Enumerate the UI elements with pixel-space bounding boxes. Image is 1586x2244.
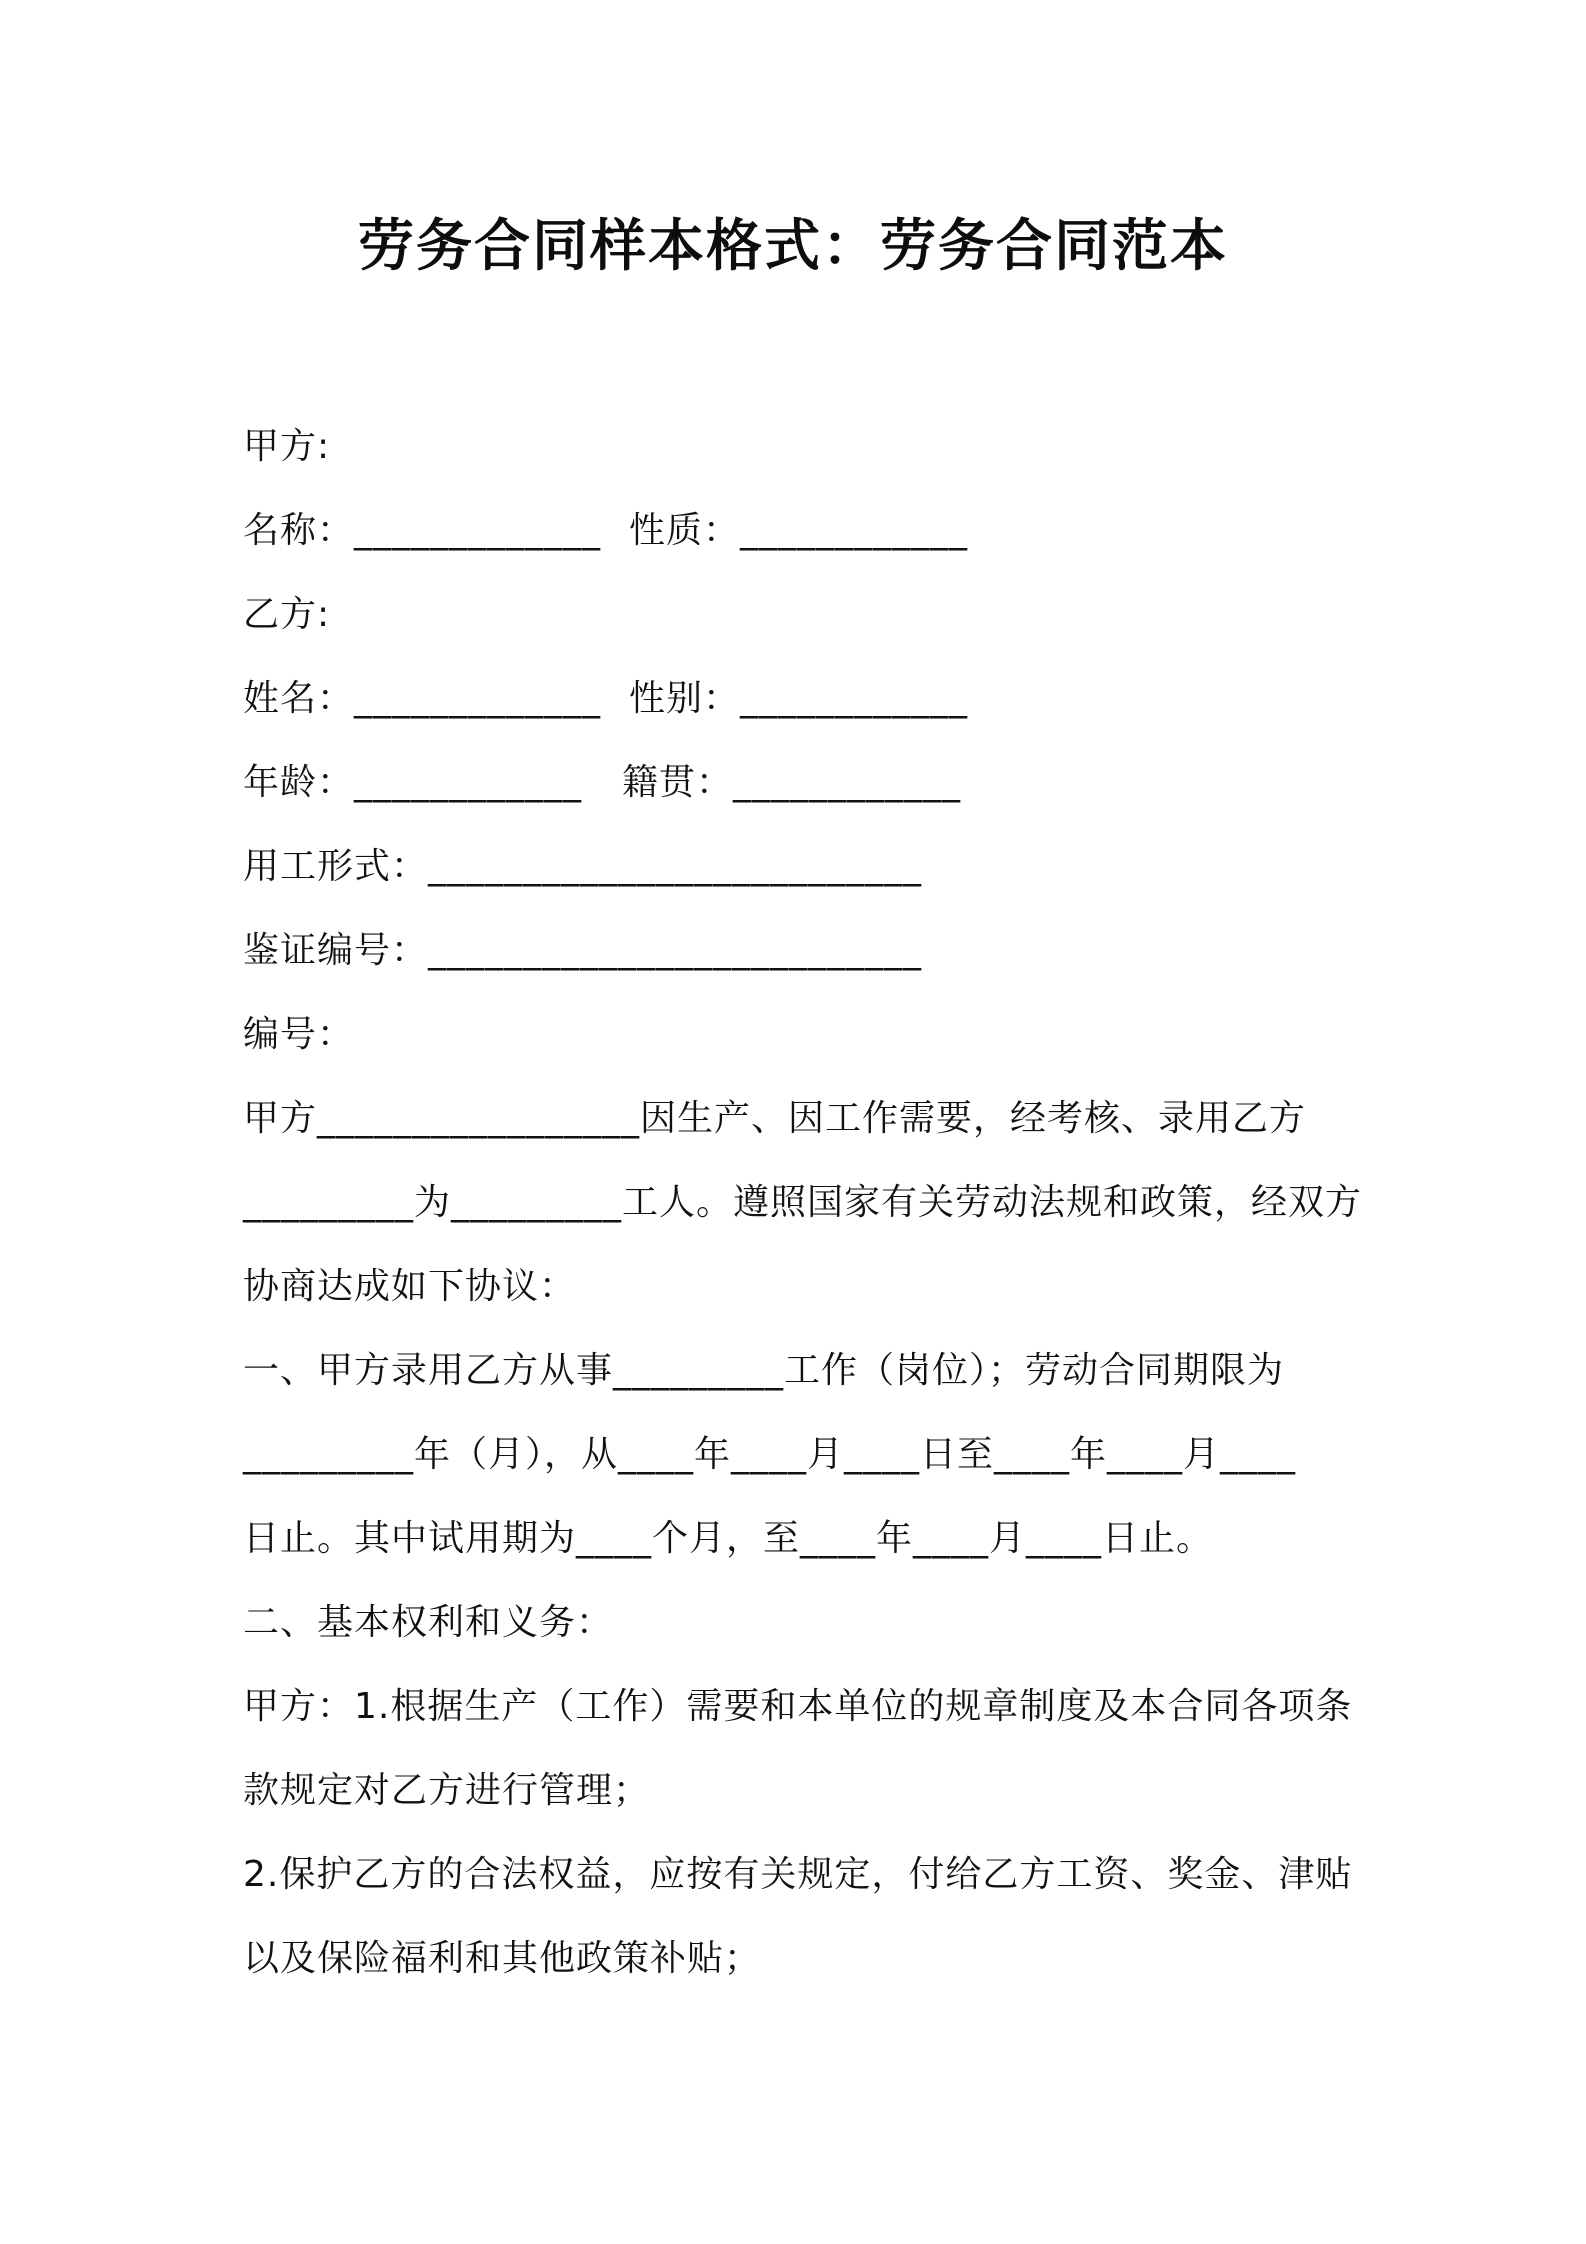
- document-title: 劳务合同样本格式：劳务合同范本: [358, 214, 1228, 279]
- nature-field: 性质：____________: [629, 510, 969, 551]
- party-a-fields: [243, 489, 1358, 573]
- section-1-line-2: _________年（月），从____年____月____日至____年____月____: [243, 1434, 1297, 1475]
- party-b-heading: 乙方:: [243, 594, 331, 635]
- party-b-fields-1: [243, 657, 1358, 741]
- origin-field: 籍贯：____________: [622, 762, 962, 803]
- party-b-fields-2: [243, 741, 1358, 825]
- section-1-line-3: 日止。其中试用期为____个月，至____年____月____日止。: [243, 1518, 1214, 1559]
- intro-line-3: 协商达成如下协议：: [243, 1266, 577, 1307]
- fullname-field: 姓名：_____________: [243, 678, 602, 719]
- number-field: 编号：: [243, 1014, 355, 1055]
- age-field: 年龄：____________: [243, 762, 583, 803]
- name-field: 名称：_____________: [243, 510, 602, 551]
- cert-number-field: 鉴证编号：__________________________: [243, 930, 923, 971]
- party-a-heading: 甲方:: [243, 426, 331, 467]
- intro-line-2: _________为_________工人。遵照国家有关劳动法规和政策，经双方: [243, 1182, 1363, 1223]
- clause-a2-line-1: 2.保护乙方的合法权益，应按有关规定，付给乙方工资、奖金、津贴: [243, 1854, 1353, 1895]
- clause-a1-line-2: 款规定对乙方进行管理；: [243, 1770, 651, 1811]
- section-2-title: 二、基本权利和义务：: [243, 1602, 614, 1643]
- gender-field: 性别：____________: [629, 678, 969, 719]
- intro-line-1: 甲方_________________因生产、因工作需要，经考核、录用乙方: [243, 1098, 1307, 1139]
- clause-a2-line-2: 以及保险福利和其他政策补贴；: [243, 1938, 762, 1979]
- employment-form-field: 用工形式：__________________________: [243, 846, 923, 887]
- clause-a1-line-1: 甲方：1.根据生产（工作）需要和本单位的规章制度及本合同各项条: [243, 1686, 1353, 1727]
- section-1-line-1: 一、甲方录用乙方从事_________工作（岗位）；劳动合同期限为: [243, 1350, 1285, 1391]
- document-body: [243, 405, 1363, 2001]
